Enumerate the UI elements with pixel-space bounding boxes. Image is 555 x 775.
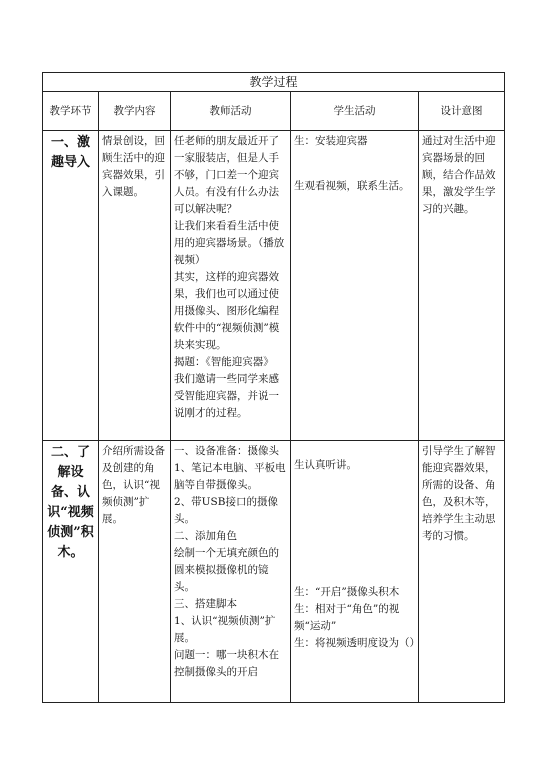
teacher-activity-line: 揭题：《智能迎宾器》 [174, 356, 274, 368]
teacher-activity-line: 问题一：哪一块积木在控制摄像头的开启 [174, 649, 279, 678]
teacher-activity-line: 其实，这样的迎宾器效果，我们也可以通过使用摄像头、图形化编程软件中的“视频侦测”模块来实现。 [174, 271, 280, 351]
teacher-activity-cell [171, 441, 291, 703]
header-intent: 设计意图 [419, 92, 505, 131]
teacher-activity-cell [171, 131, 291, 441]
student-activity-line: 生：将视频透明度设为（） [294, 637, 420, 649]
design-intent-cell: 引导学生了解智能迎宾器效果，所需的设备、角色，及积木等，培养学生主动思考的习惯。 [419, 441, 505, 703]
stage-cell: 二、了解设备、认识“视频侦测”积木。 [43, 441, 99, 703]
student-activity-line: 生认真听讲。 [294, 459, 357, 471]
student-activity-cell [291, 131, 419, 441]
header-teacher: 教师活动 [171, 92, 291, 131]
teacher-activity-line: 一、设备准备：摄像头 [174, 445, 279, 457]
teacher-activity-line: 2、带USB接口的摄像头。 [174, 496, 278, 525]
teacher-activity-line: 我们邀请一些同学来感受智能迎宾器，并说一说刚才的过程。 [174, 373, 279, 419]
content-cell: 介绍所需设备及创建的角色，认识“视频侦测”扩展。 [99, 441, 171, 703]
table-row [43, 441, 505, 703]
student-activity-line: 生：“开启”摄像头积木 [294, 586, 400, 598]
table-row [43, 131, 505, 441]
lesson-process-table [42, 72, 505, 703]
teacher-activity-line: 1、笔记本电脑、平板电脑等自带摄像头。 [174, 462, 286, 491]
spacer [294, 474, 415, 584]
header-content: 教学内容 [99, 92, 171, 131]
teacher-activity-line: 二、添加角色 [174, 530, 237, 542]
student-activity-cell [291, 441, 419, 703]
teacher-activity-line: 绘制一个无填充颜色的圆来模拟摄像机的镜头。 [174, 547, 279, 593]
teacher-activity-line: 三、搭建脚本 [174, 598, 237, 610]
spacer [294, 150, 415, 178]
header-stage: 教学环节 [43, 92, 99, 131]
student-activity-line: 生观看视频，联系生活。 [294, 180, 410, 192]
teacher-activity-line: 让我们来看看生活中使用的迎宾器场景。（播放视频） [174, 220, 285, 266]
student-activity-line: 生：相对于“角色”的视频“运动” [294, 603, 400, 632]
header-row [43, 92, 505, 131]
header-student: 学生活动 [291, 92, 419, 131]
table-title: 教学过程 [43, 73, 505, 92]
student-activity-line: 生：安装迎宾器 [294, 135, 368, 147]
teacher-activity-line: 1、认识“视频侦测”扩展。 [174, 615, 276, 644]
content-cell: 情景创设，回顾生活中的迎宾器效果，引入课题。 [99, 131, 171, 441]
stage-cell: 一、激趣导入 [43, 131, 99, 441]
teacher-activity-line: 任老师的朋友最近开了一家服装店，但是人手不够，门口差一个迎宾人员。有没有什么办法可以解决呢？ [174, 135, 279, 215]
design-intent-cell: 通过对生活中迎宾器场景的回顾，结合作品效果，激发学生学习的兴趣。 [419, 131, 505, 441]
